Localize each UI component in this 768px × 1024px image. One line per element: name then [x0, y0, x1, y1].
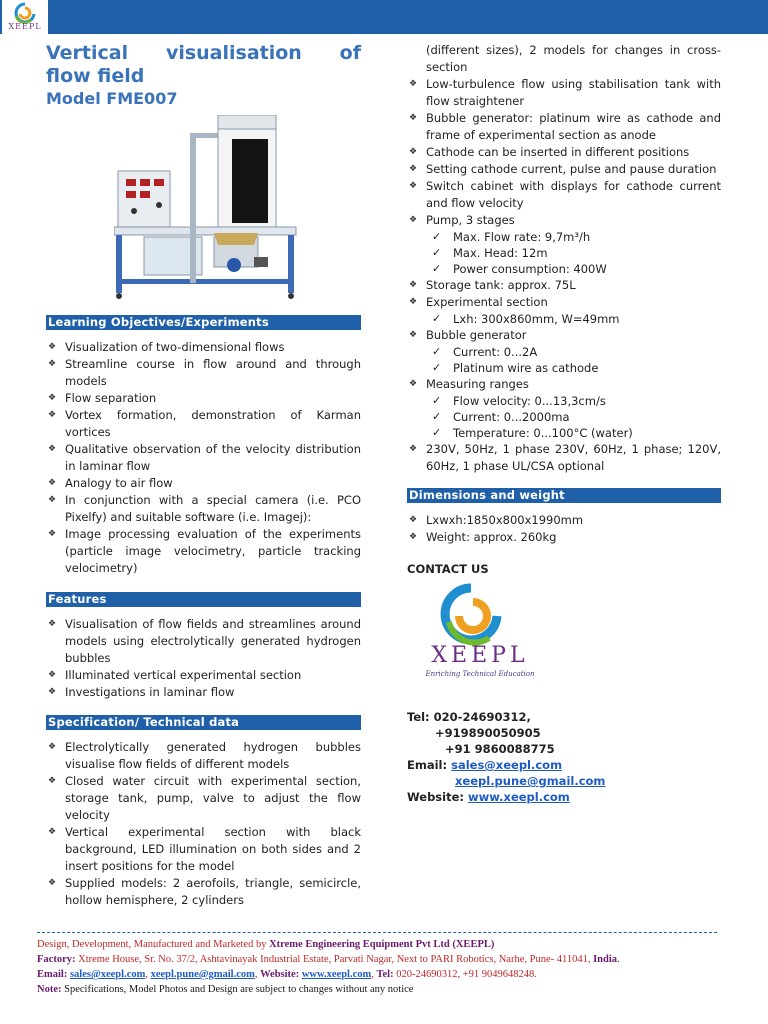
title-word: visualisation	[165, 42, 302, 64]
list-item: ❖ Visualization of two-dimensional flows	[46, 339, 361, 356]
footer: Design, Development, Manufactured and Marketed by Xtreme Engineering Equipment Pvt Ltd (XEEPL) Factory: Xtreme House, Sr. No. 37/2, Ashtavinayak Industrial Estate, Parvati Nagar, Next to PARI Robotics, Narhe, Pune- 411041, India. Email: sales@xeepl.com, xeepl.pune@gmail.com, Website: www.xeepl.com, Tel: 020-24690312, +91 9049648248. Note: Specifications, Model Photos and Design are subject to changes without any notice	[37, 939, 620, 995]
sub-item: ✓ Max. Flow rate: 9,7m³/h	[407, 229, 721, 245]
footer-factory-label: Factory:	[37, 954, 76, 965]
footer-website-label: Website:	[260, 969, 300, 980]
footer-tel-label: Tel:	[376, 969, 394, 980]
list-item: ❖ Investigations in laminar flow	[46, 684, 361, 701]
right-column	[407, 42, 721, 805]
spec-list-continued	[407, 76, 721, 475]
title-line2: flow field	[46, 65, 145, 87]
list-item: ❖ Analogy to air flow	[46, 475, 361, 492]
features-list	[46, 616, 361, 701]
top-bar	[0, 0, 768, 34]
list-item: ❖ Image processing evaluation of the experiments (particle image velocimetry, particle tracking velocimetry)	[46, 526, 361, 577]
footer-website-link[interactable]: www.xeepl.com	[301, 969, 372, 980]
section-sublist	[426, 311, 721, 327]
learning-list	[46, 339, 361, 577]
brand-logo-text: XEEPL	[431, 643, 529, 668]
contact-label: CONTACT US	[407, 562, 489, 576]
sub-item: ✓ Power consumption: 400W	[407, 261, 721, 277]
contact-email-label: Email:	[407, 758, 448, 772]
footer-credit: Design, Development, Manufactured and Marketed by	[37, 939, 270, 950]
footer-divider	[37, 932, 717, 933]
contact-block	[407, 709, 721, 805]
logo-swirl-icon	[413, 582, 543, 652]
contact-tel: Tel: 020-24690312,	[407, 710, 531, 724]
ranges-sublist	[426, 393, 721, 441]
list-item: ❖ Weight: approx. 260kg	[407, 529, 721, 546]
logo-swirl-icon	[11, 2, 39, 24]
sub-item: ✓ Lxh: 300x860mm, W=49mm	[407, 311, 721, 327]
website-link[interactable]: www.xeepl.com	[468, 790, 570, 804]
list-item: ❖ Supplied models: 2 aerofoils, triangle, semicircle, hollow hemisphere, 2 cylinders	[46, 875, 361, 909]
footer-note-label: Note:	[37, 984, 62, 995]
footer-company: Xtreme Engineering Equipment Pvt Ltd (XEEPL)	[269, 939, 495, 950]
sub-item: ✓ Flow velocity: 0...13,3cm/s	[407, 393, 721, 409]
list-item	[407, 212, 721, 277]
email-link-2[interactable]: xeepl.pune@gmail.com	[455, 774, 606, 788]
spec-continuation: (different sizes), 2 models for changes in cross-section	[426, 43, 721, 74]
bubble-label: Bubble generator	[426, 328, 527, 342]
sub-item: ✓ Temperature: 0...100°C (water)	[407, 425, 721, 441]
footer-tel: 020-24690312, +91 9049648248.	[393, 969, 537, 980]
title-word: of	[339, 42, 361, 64]
footer-note: Specifications, Model Photos and Design are subject to changes without any notice	[61, 984, 414, 995]
list-item: ❖ Closed water circuit with experimental section, storage tank, pump, valve to adjust the flow velocity	[46, 773, 361, 824]
footer-email-label: Email:	[37, 969, 68, 980]
list-item: ❖ Setting cathode current, pulse and pause duration	[407, 161, 721, 178]
left-column	[46, 42, 361, 909]
list-item: ❖ Vertical experimental section with black background, LED illumination on both sides and 2 insert positions for the model	[46, 824, 361, 875]
features-heading: Features	[46, 592, 361, 607]
list-item: ❖ Qualitative observation of the velocity distribution in laminar flow	[46, 441, 361, 475]
list-item	[407, 294, 721, 327]
dimensions-list	[407, 512, 721, 546]
header-logo	[2, 0, 48, 34]
list-item: ❖ Storage tank: approx. 75L	[407, 277, 721, 294]
model-number: Model FME007	[46, 89, 178, 108]
sub-item: ✓ Platinum wire as cathode	[407, 360, 721, 376]
footer-email-link[interactable]: sales@xeepl.com	[69, 969, 146, 980]
brand-logo	[413, 582, 543, 697]
email-link[interactable]: sales@xeepl.com	[451, 758, 563, 772]
header-logo-text: XEEPL	[8, 22, 42, 31]
footer-country: India	[593, 954, 618, 965]
brand-tagline: Enriching Technical Education	[425, 670, 535, 678]
list-item	[407, 327, 721, 376]
list-item: ❖ Vortex formation, demonstration of Karman vortices	[46, 407, 361, 441]
bubble-sublist	[426, 344, 721, 376]
contact-tel-2: +919890050905	[435, 726, 541, 740]
learning-heading: Learning Objectives/Experiments	[46, 315, 361, 330]
list-item: ❖ 230V, 50Hz, 1 phase 230V, 60Hz, 1 phase; 120V, 60Hz, 1 phase UL/CSA optional	[407, 441, 721, 475]
sub-item: ✓ Current: 0...2000ma	[407, 409, 721, 425]
ranges-label: Measuring ranges	[426, 377, 529, 391]
contact-website-label: Website:	[407, 790, 464, 804]
footer-factory-address: Xtreme House, Sr. No. 37/2, Ashtavinayak Industrial Estate, Parvati Nagar, Next to PARI Robotics, Narhe, Pune- 411041,	[75, 954, 594, 965]
list-item: ❖ In conjunction with a special camera (i.e. PCO Pixelfy) and suitable software (i.e. Imagej):	[46, 492, 361, 526]
pump-sublist	[426, 229, 721, 277]
product-photo	[114, 115, 374, 305]
list-item: ❖ Bubble generator: platinum wire as cathode and frame of experimental section as anode	[407, 110, 721, 144]
list-item: ❖ Streamline course in flow around and through models	[46, 356, 361, 390]
list-item: ❖ Electrolytically generated hydrogen bubbles visualise flow fields of different models	[46, 739, 361, 773]
list-item: ❖ Visualisation of flow fields and streamlines around models using electrolytically generated hydrogen bubbles	[46, 616, 361, 667]
spec-heading: Specification/ Technical data	[46, 715, 361, 730]
list-item: ❖ Switch cabinet with displays for cathode current and flow velocity	[407, 178, 721, 212]
title-word: Vertical	[46, 42, 129, 64]
list-item: ❖ Illuminated vertical experimental section	[46, 667, 361, 684]
list-item: ❖ Cathode can be inserted in different positions	[407, 144, 721, 161]
list-item: ❖ Flow separation	[46, 390, 361, 407]
list-item: ❖ Low-turbulence flow using stabilisation tank with flow straightener	[407, 76, 721, 110]
list-item: ❖ Lxwxh:1850x800x1990mm	[407, 512, 721, 529]
list-item	[407, 376, 721, 441]
sub-item: ✓ Max. Head: 12m	[407, 245, 721, 261]
dimensions-heading: Dimensions and weight	[407, 488, 721, 503]
footer-email-link-2[interactable]: xeepl.pune@gmail.com	[150, 969, 255, 980]
section-label: Experimental section	[426, 295, 548, 309]
page-title	[46, 42, 361, 88]
pump-label: Pump, 3 stages	[426, 213, 515, 227]
spec-list	[46, 739, 361, 909]
contact-tel-3: +91 9860088775	[445, 742, 555, 756]
sub-item: ✓ Current: 0...2A	[407, 344, 721, 360]
